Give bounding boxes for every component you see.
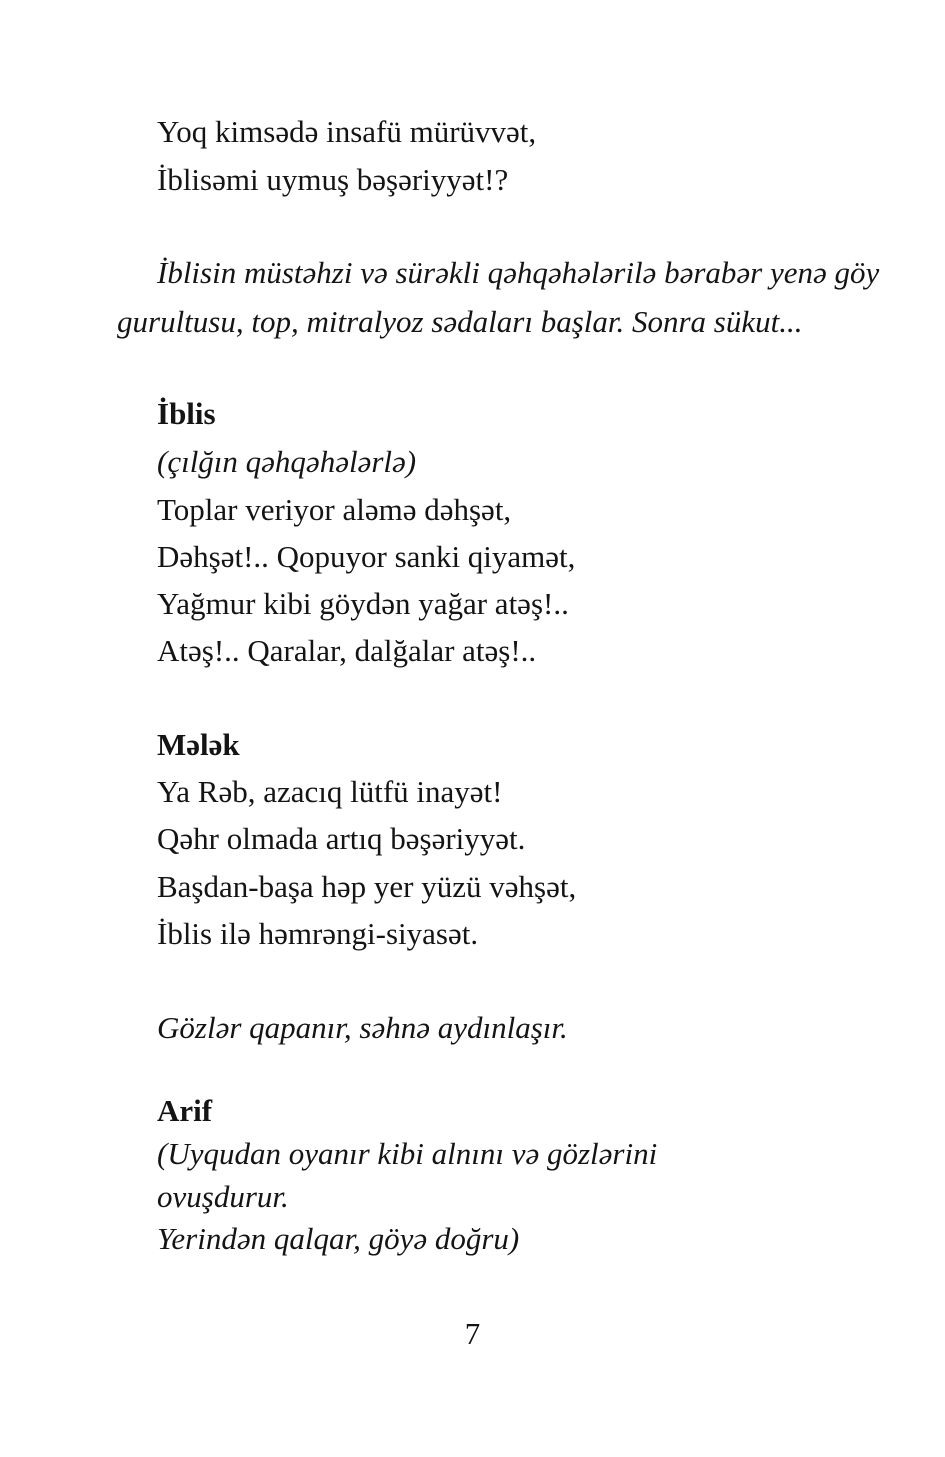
stage-direction-line: İblisin müstəhzi və sürəkli qəhqəhələrilə bərabər yenə göy [157,255,880,290]
speaker-direction: Yerindən qalqar, göyə doğru) [157,1221,520,1256]
verse-line: İblis ilə həmrəngi-siyasət. [157,916,479,951]
speaker-direction: (çılğın qəhqəhələrlə) [157,444,417,479]
speaker-name-iblis: İblis [157,396,216,431]
verse-line: Yağmur kibi göydən yağar atəş!.. [157,586,569,621]
page-number: 7 [464,1316,481,1351]
verse-line: Ya Rəb, azacıq lütfü inayət! [157,774,503,809]
speaker-name-arif: Arif [157,1093,213,1128]
stage-direction-line: gurultusu, top, mitralyoz sədaları başlar. Sonra sükut... [117,304,803,339]
verse-line: Başdan-başa həp yer yüzü vəhşət, [157,869,577,904]
verse-line: Toplar veriyor aləmə dəhşət, [157,492,512,527]
stage-direction-line: Gözlər qapanır, səhnə aydınlaşır. [157,1010,568,1045]
verse-line: Yoq kimsədə insafü mürüvvət, [157,114,537,149]
verse-line: Dəhşət!.. Qopuyor sanki qiyamət, [157,539,576,574]
verse-line: Atəş!.. Qaralar, dalğalar atəş!.. [157,633,537,668]
speaker-direction: (Uyqudan oyanır kibi alnını və gözlərini [157,1136,658,1171]
verse-line: Qəhr olmada artıq bəşəriyyət. [157,821,526,856]
verse-line: İblisəmi uymuş bəşəriyyət!? [157,162,509,197]
speaker-name-melek: Mələk [157,727,240,762]
speaker-direction: ovuşdurur. [157,1179,289,1214]
